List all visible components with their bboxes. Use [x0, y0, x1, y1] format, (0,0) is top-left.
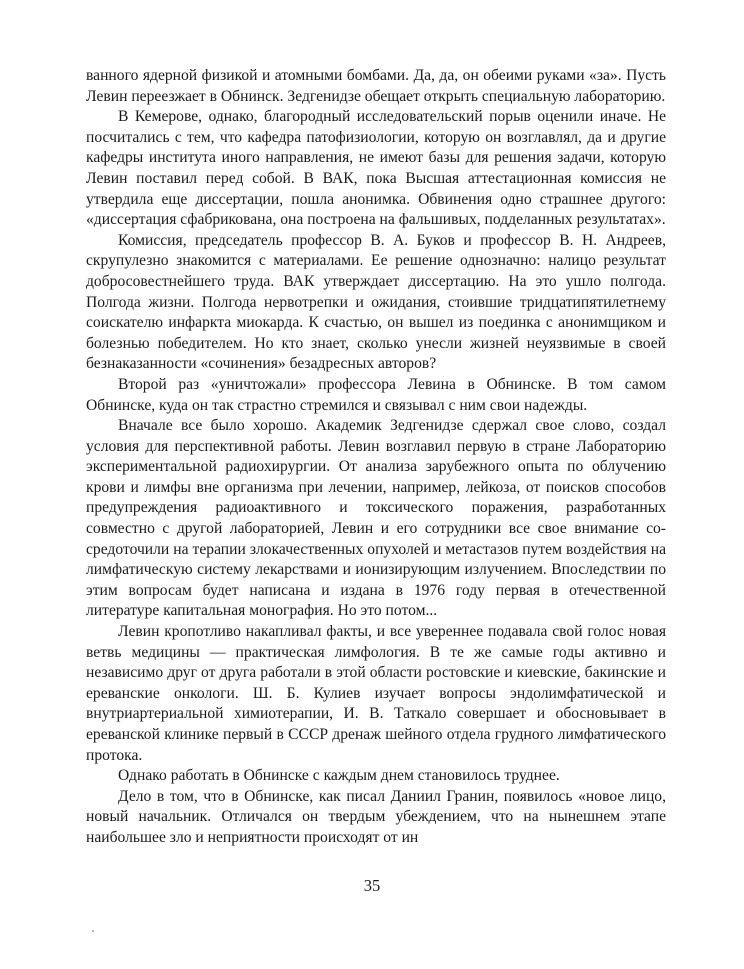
paragraph-commission: Комиссия, председатель профессор В. А. Буков и профессор В. Н. Андреев, скрупулезно знакомится с материалами. Ее решение однозначно: налицо результат добросовестнейшего труда. ВАК утверждает диссертацию. На это ушло полгода. Полгода жизни. Полгода нервотрепки и ожидания, стоившие тридцатипятилетнему соискателю инфаркта миокарда. К счастью, он вышел из поединка с анонимщиком и болезнью победителем. Но кто знает, сколько унесли жизней неуязвимые в своей безнаказанности «сочинения» безадресных авторов?	[86, 231, 666, 373]
page-number: 35	[363, 876, 381, 895]
paragraph-harder: Однако работать в Обнинске с каждым днем становилось труднее.	[118, 767, 560, 785]
book-page-text	[86, 66, 666, 849]
paragraph-granin-quote: Дело в том, что в Обнинске, как писал Даниил Гранин, появилось «новое лицо, новый начальник. Отличался он твердым убеждением, что на нынешнем этапе наибольшее зло и неприятности происходят от ин	[86, 787, 666, 846]
paragraph-continuation: ванного ядерной физикой и атомными бомбами. Да, да, он обеими руками «за». Пусть Левин переезжает в Обнинск. Зедгенидзе обещает открыть специальную лабораторию.	[86, 67, 666, 105]
paragraph-obninsk-second: Второй раз «уничтожали» профессора Левина в Обнинске. В том самом Обнинске, куда он так страстно стремился и связывал с ним свои надежды.	[86, 375, 666, 414]
paragraph-lymphology: Левин кропотливо накапливал факты, и все увереннее подавала свой голос новая ветвь медицины — практическая лимфология. В те же самые годы активно и независимо друг от друга работали в этой области ростовские и киевские, бакинские и ереванские онкологи. Ш. Б. Кулиев изучает вопросы эндолимфатической и внутриартериальной химиотерапии, И. В. Таткало совершает и обосновывает в ереванской клинике первый в СССР дренаж шейного отдела грудного лимфатического протока.	[86, 623, 666, 764]
paragraph-kemerovo: В Кемерове, однако, благородный исследовательский порыв оценили иначе. Не посчитались с тем, что кафедра патофизиологии, которую он возглавлял, да и другие кафедры института иного направления, не имеют базы для решения задачи, которую Левин поставил перед собой. В ВАК, пока Высшая аттестационная комиссия не утвердила еще диссертации, пошла анонимка. Обвинения одно страшнее другого: «диссертация сфабрикована, она построена на фальшивых, подделанных результатах».	[86, 108, 666, 229]
paragraph-laboratory: Вначале все было хорошо. Академик Зедгенидзе сдержал свое слово, создал условия для перспективной работы. Левин возглавил первую в стране Лабораторию экспериментальной радиохирургии. От анализа зарубежного опыта по облучению крови и лимфы вне организма при лечении, например, лейкоза, от поисков способов предупреждения радиоактивного и токсического поражения, разработанных совместно с другой лабораторией, Левин и его сотрудники все свое внимание сосредоточили на терапии злокачественных опухолей и метастазов путем воздействия на лимфатическую систему лекарствами и ионизирующим излучением. Впоследствии по этим вопросам будет написана и издана в 1976 году первая в отечественной литературе капитальная монография. Но это потом...	[86, 417, 666, 620]
scan-speck	[92, 930, 94, 932]
